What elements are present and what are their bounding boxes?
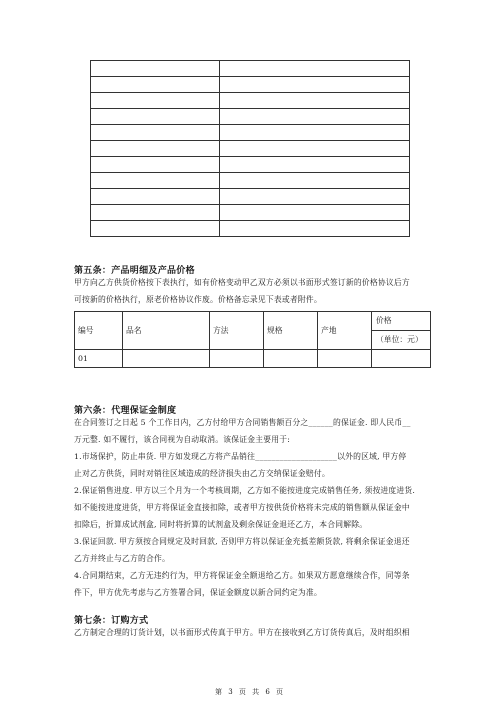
grid-cell <box>91 157 220 173</box>
grid-cell <box>91 205 220 221</box>
table-row <box>91 189 410 205</box>
grid-cell <box>91 125 220 141</box>
cell-spec <box>264 350 318 368</box>
header-origin: 产地 <box>318 312 372 350</box>
cell-number: 01 <box>75 350 123 368</box>
grid-cell <box>220 109 410 125</box>
grid-cell <box>220 173 410 189</box>
grid-cell <box>220 125 410 141</box>
header-method: 方法 <box>210 312 264 350</box>
section6-line: 万元整. 如不履行，该合同视为自动取消。该保证金主要用于: <box>74 435 291 444</box>
table-row <box>91 157 410 173</box>
grid-cell <box>91 93 220 109</box>
price-label: 价格 <box>376 316 392 325</box>
grid-cell <box>91 141 220 157</box>
section6-line: 1.市场保护，防止串货. 甲方如发现乙方将产品销往____________________以外的区域, 甲方停 <box>74 452 407 461</box>
top-grid-table <box>90 60 410 237</box>
section6-line: 2.保证销售进度. 甲方以三个月为一个考核周期，乙方如不能按进度完成销售任务, 须按进度进货. <box>74 486 416 495</box>
table-row <box>91 125 410 141</box>
cell-origin <box>318 350 372 368</box>
grid-cell <box>220 141 410 157</box>
section6-body <box>74 414 430 601</box>
header-price <box>372 312 431 350</box>
grid-cell <box>220 189 410 205</box>
grid-cell <box>220 205 410 221</box>
section6-line: 止对乙方供货，同时对销往区域造成的经济损失由乙方交纳保证金赔付。 <box>74 469 330 478</box>
table-row <box>91 205 410 221</box>
table-row <box>91 77 410 93</box>
product-price-table <box>74 311 431 368</box>
header-spec: 规格 <box>264 312 318 350</box>
grid-cell <box>220 93 410 109</box>
header-number: 编号 <box>75 312 123 350</box>
table-row <box>91 141 410 157</box>
section6-line: 3.保证回款. 甲方须按合同规定及时回款, 否则甲方将以保证金充抵差额货款, 将剩余保证金退还 <box>74 537 410 546</box>
section6-title: 第六条：代理保证金制度 <box>74 406 177 416</box>
section6-line: 在合同签订之日起 5 个工作日内，乙方付给甲方合同销售额百分之______的保证金. 即人民币__ <box>74 418 411 427</box>
section5-line-2: 可按新的价格执行，原老价格协议作废。价格备忘录见下表或者附件。 <box>74 295 322 304</box>
grid-cell <box>91 173 220 189</box>
grid-cell <box>91 61 220 77</box>
grid-cell <box>91 109 220 125</box>
grid-cell <box>91 221 220 237</box>
page-footer: 第 3 页 共 6 页 <box>214 688 286 696</box>
cell-method <box>210 350 264 368</box>
table-row <box>75 350 431 368</box>
section6-line: 如不能按进度进货，甲方将保证金直接扣除，或者甲方按供货价格将未完成的销售额从保证金中 <box>74 503 410 512</box>
grid-cell <box>91 77 220 93</box>
grid-cell <box>220 157 410 173</box>
section6-line: 扣除后，折算成试剂盒, 同时将折算的试剂盒及剩余保证金退还乙方，本合同解除。 <box>74 520 368 529</box>
section7-title: 第七条：订购方式 <box>74 616 149 626</box>
grid-cell <box>220 221 410 237</box>
section6-line: 乙方并终止与乙方的合作。 <box>74 554 170 563</box>
cell-price <box>372 350 431 368</box>
table-row <box>91 173 410 189</box>
section7-body <box>74 624 430 641</box>
grid-cell <box>220 77 410 93</box>
product-table-header-row <box>75 312 431 350</box>
section6-line: 件下，甲方优先考虑与乙方签署合同，保证金额度以新合同约定为准。 <box>74 588 322 597</box>
section5-line-1: 甲方向乙方供货价格按下表执行，如有价格变动甲乙双方必须以书面形式签订新的价格协议后方 <box>74 278 410 287</box>
section6-line: 4.合同期结束，乙方无违约行为，甲方将保证金全额退给乙方。如果双方愿意继续合作，同等条 <box>74 571 410 580</box>
section7-line-1: 乙方制定合理的订货计划，以书面形式传真于甲方。甲方在接收到乙方订货传真后，及时组织相 <box>74 628 410 637</box>
price-unit: （单位：元） <box>372 330 430 349</box>
table-row <box>91 109 410 125</box>
table-row <box>91 221 410 237</box>
grid-cell <box>220 61 410 77</box>
section5-paragraph <box>74 274 430 308</box>
cell-product-name <box>123 350 210 368</box>
table-row <box>91 93 410 109</box>
table-row <box>91 61 410 77</box>
section5-title: 第五条：产品明细及产品价格 <box>74 266 195 276</box>
header-product-name: 品名 <box>123 312 210 350</box>
grid-cell <box>91 189 220 205</box>
